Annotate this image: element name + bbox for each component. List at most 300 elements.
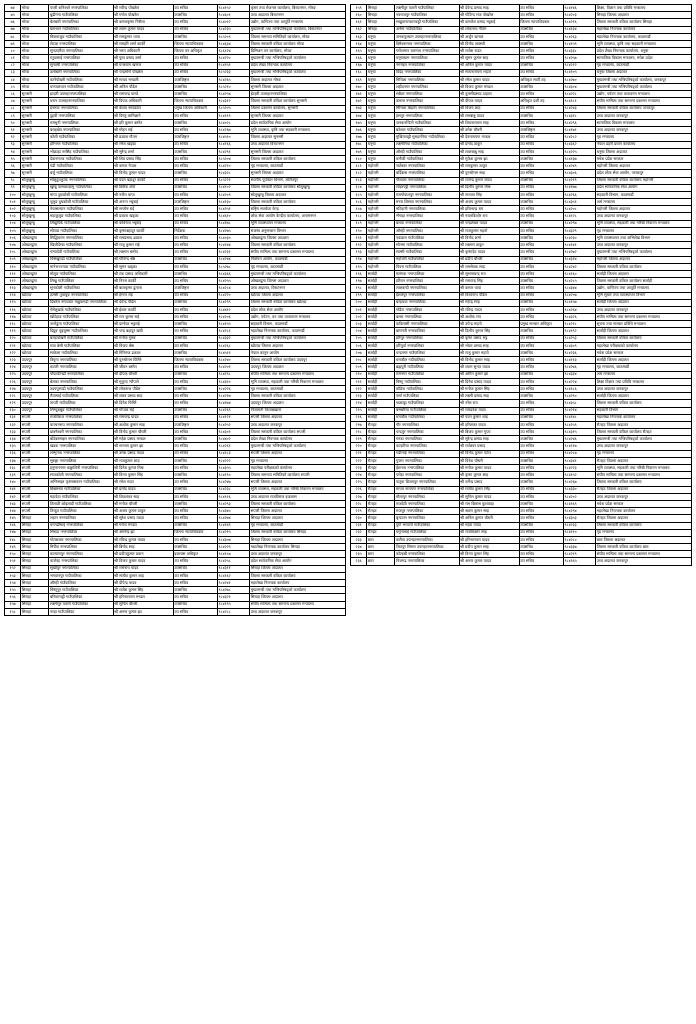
office-name: सप्तरी जिल्ला अदालत (250, 450, 346, 457)
designation: उप सचिव (519, 249, 563, 256)
local-level-name: बरियारपट्टी गाउँपालिका (49, 594, 113, 601)
serial-number: १९० (351, 227, 367, 234)
serial-number: १५१ (5, 558, 21, 565)
code-number: ९८४२३३ (563, 522, 595, 529)
code-number: ९८४२०१ (217, 364, 249, 371)
table-row (351, 421, 692, 428)
office-name: महोत्तरी जिल्ला अदालत (596, 256, 692, 263)
local-level-name: ताप्ली गाउँपालिका (49, 400, 113, 407)
office-name: राष्ट्रिय सतर्कता केन्द्र (250, 206, 346, 213)
district-name: ओखलढुंगा (21, 263, 49, 270)
code-number: ९८४३४४ (563, 285, 595, 292)
designation: उप सचिव (519, 443, 563, 450)
designation: उप सचिव (173, 493, 217, 500)
district-name: सुनसरी (21, 170, 49, 177)
office-name: जिल्ला सरकारी वकिल कार्यालय (250, 199, 346, 206)
table-row (5, 91, 346, 98)
code-number: ९८४२८५ (563, 278, 595, 285)
office-name: प्रदेश सार्वजनिक सेवा आयोग (596, 184, 692, 191)
officer-name: श्री विष्णु लामिछाने (113, 112, 173, 119)
designation: उपसचिव (173, 120, 217, 127)
office-name: सिराहा जिल्ला अदालत (250, 594, 346, 601)
district-name: ओखलढुंगा (21, 249, 49, 256)
officer-name: श्री पुरुषोत्तम घिमिरे (113, 357, 173, 364)
code-number: ९८४३१८ (563, 112, 595, 119)
officer-name: श्री विनोद कुमार पटेल (459, 450, 519, 457)
designation: उपसचिव (173, 472, 217, 479)
office-name: निर्वाचन आयोग, काठमाडौं (250, 256, 346, 263)
local-level-name: धनकौल गाउँपालिका (395, 414, 459, 421)
designation: जिल्ला न्यायाधिवक्ता (519, 19, 563, 26)
district-name: सिराहा (21, 572, 49, 579)
office-name: जिल्ला समन्वय समितिको कार्यालय, मोरङ (250, 33, 346, 40)
designation: उपसचिव (519, 544, 563, 551)
local-level-name: लिखु गाउँपालिका (49, 278, 113, 285)
officer-name: श्री गिरिराज ढकाल (113, 350, 173, 357)
serial-number: १७७ (351, 134, 367, 141)
district-name: सिराहा (21, 551, 49, 558)
local-level-name: गरुडा नगरपालिका (395, 436, 459, 443)
officer-name: श्री राजेश कुमार सिंह (113, 587, 173, 594)
table-row (5, 500, 346, 507)
designation: उप सचिव (519, 486, 563, 493)
designation: उप सचिव (519, 450, 563, 457)
serial-number: २२६ (351, 486, 367, 493)
code-number: ९८४२४७ (217, 479, 249, 486)
serial-number: २३६ (351, 558, 367, 565)
table-row (351, 220, 692, 227)
serial-number: २०१ (351, 306, 367, 313)
serial-number: १५९ (351, 5, 367, 12)
officer-name: श्री घनश्याम खनाल (113, 62, 173, 69)
office-name: जिल्ला सरकारी वकिल कार्यालय (596, 522, 692, 529)
serial-number: १११ (5, 270, 21, 277)
officer-name: श्री विनोद कुमार चौधरी (113, 429, 173, 436)
table-row (5, 572, 346, 579)
table-row (351, 48, 692, 55)
code-number: ९८४४०२ (217, 436, 249, 443)
office-name: ओखलढुंगा जिल्ला अदालत (250, 235, 346, 242)
designation: उपसचिव (173, 170, 217, 177)
code-number: ९८४३२१ (217, 594, 249, 601)
office-name: उच्च अदालत जनकपुर (596, 306, 692, 313)
district-name: धनुषा (367, 98, 395, 105)
officer-name: श्री भोला प्रसाद साह (459, 342, 519, 349)
local-level-name: कटहरिया नगरपालिका (395, 443, 459, 450)
serial-number: १४३ (5, 500, 21, 507)
office-name: सर्लाही जिल्ला अदालत (596, 357, 692, 364)
office-name: सर्लाही जिल्ला अदालत (596, 328, 692, 335)
officer-name: श्री रामकुमार थापा (113, 33, 173, 40)
designation: उप सचिव (173, 508, 217, 515)
office-name: जिल्ला सरकारी वकिल कार्यालय (596, 479, 692, 486)
designation: उप सचिव (519, 292, 563, 299)
office-name: भूमि सुधार तथा व्यवस्थापन विभाग (596, 292, 692, 299)
code-number: ९८४३०७ (217, 536, 249, 543)
officer-name: श्री प्रमोद यादव (113, 486, 173, 493)
code-number: ९८४१३७ (563, 155, 595, 162)
table-row (351, 321, 692, 328)
district-name: सोलुखुम्बु (21, 220, 49, 227)
district-name: खोटाङ (21, 335, 49, 342)
district-name: ओखलढुंगा (21, 270, 49, 277)
district-name: सप्तरी (21, 421, 49, 428)
serial-number: ११७ (5, 314, 21, 321)
office-name: प्रदेश लोक सेवा आयोग, जनकपुर (596, 170, 692, 177)
designation: उप सचिव (519, 508, 563, 515)
designation: उपसचिव (173, 385, 217, 392)
local-level-name: खिजीदेम्बा गाउँपालिका (49, 242, 113, 249)
office-name: संघीय मामिला तथा सामान्य प्रशासन मन्त्रालय (250, 249, 346, 256)
office-name: निजामती किताबखाना (250, 407, 346, 414)
office-name: जिल्ला सरकारी वकिल कार्यालय (596, 263, 692, 270)
designation: उप सचिव (519, 163, 563, 170)
code-number: ९८४२१९ (563, 177, 595, 184)
serial-number: १८१ (351, 163, 367, 170)
serial-number: ९८ (5, 177, 21, 184)
code-number: ९८४२५७ (563, 55, 595, 62)
district-name: सप्तरी (21, 479, 49, 486)
serial-number: ८४ (5, 76, 21, 83)
designation: उप सचिव (173, 213, 217, 220)
officer-name: श्री गणेश पोखरेल (113, 12, 173, 19)
officer-name: श्री सुभाषचन्द्र राय (459, 270, 519, 277)
office-name: रौतहट जिल्ला अदालत (596, 515, 692, 522)
serial-number: ७९ (5, 40, 21, 47)
table-row (5, 84, 346, 91)
code-number: ९८४२२० (217, 292, 249, 299)
serial-number: १२६ (5, 378, 21, 385)
designation: जिल्ला न्यायाधिवक्ता (173, 357, 217, 364)
office-name: प्रदेश लेखा नियन्त्रक कार्यालय (250, 62, 346, 69)
office-name: जिल्ला समन्वय समितिको कार्यालय सप्तरी (250, 472, 346, 479)
district-name: सर्लाही (367, 306, 395, 313)
serial-number: १३० (5, 407, 21, 414)
district-name: सप्तरी (21, 457, 49, 464)
table-row (5, 342, 346, 349)
serial-number: १७९ (351, 148, 367, 155)
office-name: भूमि व्यवस्था, सहकारी तथा गरिबी निवारण मन्त्रालय (250, 378, 346, 385)
code-number: ९८४२९६ (563, 120, 595, 127)
local-level-name: अर्नमा गाउँपालिका (395, 26, 459, 33)
officer-name: श्री माधव भण्डारी (113, 76, 173, 83)
office-name: उच्च अदालत जनकपुर (250, 608, 346, 615)
serial-number: ८२ (5, 62, 21, 69)
district-name: महोत्तरी (367, 184, 395, 191)
designation: उपसचिव (173, 299, 217, 306)
district-name: सिराहा (21, 536, 49, 543)
district-name: धनुषा (367, 84, 395, 91)
serial-number: ८१ (5, 55, 21, 62)
code-number: ९८४२८१ (217, 328, 249, 335)
office-name: महालेखा परीक्षकको कार्यालय (596, 342, 692, 349)
code-number: ९८४२८० (563, 536, 595, 543)
office-name: उद्योग, वाणिज्य तथा आपूर्ति मन्त्रालय (596, 285, 692, 292)
serial-number: ८० (5, 48, 21, 55)
code-number: ९८४२८८ (217, 608, 249, 615)
office-name: गृह मन्त्रालय, काठमाडौं (250, 263, 346, 270)
table-row (351, 544, 692, 551)
local-level-name: उदयपुरगढी गाउँपालिका (49, 385, 113, 392)
table-row (5, 558, 346, 565)
designation: उप सचिव (519, 33, 563, 40)
district-name: खोटाङ (21, 292, 49, 299)
table-row (5, 163, 346, 170)
code-number: ९८४१६९ (563, 500, 595, 507)
table-row (351, 12, 692, 19)
serial-number: २०४ (351, 328, 367, 335)
table-row (351, 522, 692, 529)
serial-number: २२८ (351, 500, 367, 507)
serial-number: ८७ (5, 98, 21, 105)
local-level-name: रामगोपालपुर नगरपालिका (395, 191, 459, 198)
designation: उप सचिव (519, 242, 563, 249)
table-row (351, 328, 692, 335)
serial-number: १३८ (5, 465, 21, 472)
district-name: सर्लाही (367, 292, 395, 299)
district-name: रौतहट (367, 472, 395, 479)
table-row (5, 155, 346, 162)
district-name: खोटाङ (21, 328, 49, 335)
office-name: जिल्ला सरकारी वकिल कार्यालय उदयपुर (250, 357, 346, 364)
table-row (5, 292, 346, 299)
table-row (351, 112, 692, 119)
local-level-name: धनपालथान गाउँपालिका (49, 84, 113, 91)
local-level-name: मौलापुर नगरपालिका (395, 493, 459, 500)
designation: उपसचिव (173, 565, 217, 572)
designation: उपसचिव (519, 62, 563, 69)
designation: उपरजिष्ट्रार (519, 127, 563, 134)
designation: उपसचिव (519, 155, 563, 162)
table-row (351, 350, 692, 357)
code-number: ९८४३१५ (563, 429, 595, 436)
local-level-name: गौशाला नगरपालिका (395, 177, 459, 184)
officer-name: श्री भरत अधिकारी (113, 48, 173, 55)
table-row (351, 163, 692, 170)
office-name: शिक्षा विज्ञान तथा प्रविधि मन्त्रालय (596, 378, 692, 385)
code-number: ९८४२७५ (217, 227, 249, 234)
serial-number: २०० (351, 299, 367, 306)
local-level-name: भँगाहा नगरपालिका (395, 213, 459, 220)
office-name: उच्च अदालत जनकपुर (596, 385, 692, 392)
code-number: ९८४२०३ (563, 12, 595, 19)
code-number: ९८४११७ (563, 443, 595, 450)
officer-name: श्री लोकनाथ गौतम (459, 26, 519, 33)
local-level-name: रतुवामाई नगरपालिका (49, 55, 113, 62)
code-number: ९८४२६३ (563, 33, 595, 40)
serial-number: १६२ (351, 26, 367, 33)
table-row (351, 551, 692, 558)
office-name: महालेखा नियन्त्रक कार्यालय (596, 26, 692, 33)
district-name: सोलुखुम्बु (21, 177, 49, 184)
table-row (351, 400, 692, 407)
local-level-name: मिथिला नगरपालिका (395, 76, 459, 83)
code-number: ९८४२२३ (563, 465, 595, 472)
officer-name: श्री विनय कुमार सिंह (113, 472, 173, 479)
district-name: सोलुखुम्बु (21, 191, 49, 198)
district-name: मोरङ (21, 5, 49, 12)
local-level-name: सुन्दरहरैंचा नगरपालिका (49, 48, 113, 55)
district-name: ओखलढुंगा (21, 285, 49, 292)
officer-name: श्री राजु कुमार राई (113, 242, 173, 249)
officer-name: श्री हरिनारायण मण्डल (113, 594, 173, 601)
office-name: जिल्ला सरकारी वकिल कार्यालय (250, 500, 346, 507)
local-level-name: बृन्दावन नगरपालिका (395, 515, 459, 522)
office-name: सप्तरी जिल्ला अदालत (250, 479, 346, 486)
local-level-name: सबैला नगरपालिका (395, 91, 459, 98)
code-number: ९८४३०९ (563, 342, 595, 349)
table-row (351, 5, 692, 12)
district-name: सुनसरी (21, 127, 49, 134)
district-name: मोरङ (21, 55, 49, 62)
office-name: उच्च अदालत, विराटनगर (250, 285, 346, 292)
officer-name: श्री टंक प्रसाद अधिकारी (113, 270, 173, 277)
code-number: ९८४१०५ (563, 69, 595, 76)
officer-name: श्री अर्जुन खनाल (459, 33, 519, 40)
district-name: रौतहट (367, 479, 395, 486)
officer-name: श्री महेन्द्र साह (459, 299, 519, 306)
serial-number: १०८ (5, 249, 21, 256)
local-level-name: चन्द्रनगर गाउँपालिका (395, 350, 459, 357)
code-number: ९८४२८४ (217, 285, 249, 292)
local-level-name: एकडारा गाउँपालिका (395, 235, 459, 242)
office-name: उच्च अदालत जनकपुर (596, 127, 692, 134)
officer-name: श्री दामोदर भट्टराई (113, 321, 173, 328)
officer-name: श्री पदम बहादुर कार्की (113, 177, 173, 184)
serial-number: १५३ (5, 572, 21, 579)
designation: उपसचिव (173, 371, 217, 378)
code-number: ९८४२५१ (217, 206, 249, 213)
office-name: कृष्ण तथा रोजगार कार्यालय, बिराटनगर, मोरङ (250, 5, 346, 12)
serial-number: १३९ (5, 472, 21, 479)
local-level-name: डाक्नेश्वरी नगरपालिका (49, 429, 113, 436)
officer-name: श्री सुमन कुमार साह (459, 55, 519, 62)
local-level-name: महादेवा गाउँपालिका (49, 493, 113, 500)
office-name: गृह मन्त्रालय, काठमाडौं (250, 163, 346, 170)
local-level-name: माधव नारायण नगरपालिका (395, 486, 459, 493)
code-number: ९८४२४१ (217, 580, 249, 587)
local-level-name: लहान नगरपालिका (49, 515, 113, 522)
officer-name: श्री शिव प्रसाद सिंह (113, 155, 173, 162)
code-number: ९८४०२८ (217, 120, 249, 127)
serial-number: ९४ (5, 148, 21, 155)
designation: उप सचिव (173, 450, 217, 457)
serial-number: ७८ (5, 33, 21, 40)
code-number: ९८४२७२ (563, 249, 595, 256)
district-name: सप्तरी (21, 493, 49, 500)
officer-name: श्री विश्वनाथ पौडेल (459, 292, 519, 299)
office-name: धनुषा जिल्ला अदालत (596, 69, 692, 76)
local-level-name: विष्णु गाउँपालिका (395, 378, 459, 385)
district-name: सिराहा (367, 5, 395, 12)
designation: उपसचिव (173, 33, 217, 40)
local-level-name: विदेह नगरपालिका (395, 69, 459, 76)
office-name: भूमि व्यवस्था, सहकारी तथा गरिबी निवारण मन्त्रालय (596, 220, 692, 227)
officer-name: श्री राजीव कुमार सिंह (459, 486, 519, 493)
district-name: महोत्तरी (367, 227, 395, 234)
serial-number: ९२ (5, 134, 21, 141)
code-number: ९८४२६७ (563, 479, 595, 486)
table-row (351, 177, 692, 184)
code-number: ९८४३११ (217, 565, 249, 572)
designation: उप सचिव (519, 400, 563, 407)
office-name: सहकारी विभाग, काठमाडौं (250, 321, 346, 328)
table-row (351, 342, 692, 349)
local-level-name: बागमती नगरपालिका (395, 328, 459, 335)
local-level-name: सिराहा नगरपालिका (49, 529, 113, 536)
designation: उपसचिव (519, 278, 563, 285)
code-number: ९८४३५८ (563, 400, 595, 407)
officer-name: श्री राम बिलास कुशवाहा (459, 500, 519, 507)
district-name: सुनसरी (21, 120, 49, 127)
office-name: संघीय मामिला तथा सामान्य प्रशासन मन्त्रालय (596, 551, 692, 558)
office-name: मुख्यमन्त्री तथा मन्त्रिपरिषद्को कार्यालय (596, 249, 692, 256)
officer-name: श्री मनोज कुमार सिंह (459, 385, 519, 392)
serial-number: १९७ (351, 278, 367, 285)
local-level-name: कमला नगरपालिका (395, 98, 459, 105)
office-name: जिल्ला सरकारी वकिल कार्यालय सोलुखुम्बु (250, 184, 346, 191)
serial-number: १७२ (351, 98, 367, 105)
local-level-name: साम्सी गाउँपालिका (395, 249, 459, 256)
serial-number: १२३ (5, 357, 21, 364)
district-name: रौतहट (367, 429, 395, 436)
district-name: सर्लाही (367, 285, 395, 292)
code-number: ९८४२४० (217, 357, 249, 364)
code-number: ९८४१८१ (563, 98, 595, 105)
designation: उप सचिव (173, 608, 217, 615)
officer-name: श्री देवनारायण मण्डल (459, 134, 519, 141)
code-number: ९८४१२८ (563, 213, 595, 220)
table-row (5, 184, 346, 191)
table-row (351, 120, 692, 127)
district-name: खोटाङ (21, 321, 49, 328)
serial-number: १६४ (351, 40, 367, 47)
district-name: रौतहट (367, 457, 395, 464)
table-row (5, 508, 346, 515)
office-name: संघीय मामिला तथा सामान्य प्रशासन मन्त्रालय (250, 601, 346, 608)
designation: उप सचिव (519, 134, 563, 141)
serial-number: १२८ (5, 393, 21, 400)
office-name: मुख्यमन्त्री तथा मन्त्रिपरिषद्को कार्यालय (250, 335, 346, 342)
table-row (351, 529, 692, 536)
designation: उप सचिव (519, 55, 563, 62)
table-row (5, 551, 346, 558)
table-row (351, 213, 692, 220)
office-name: जिल्ला सरकारी वकिल कार्यालय सिराहा (250, 529, 346, 536)
office-name: अर्थ मन्त्रालय (596, 199, 692, 206)
code-number: ९८४१४९ (217, 522, 249, 529)
office-name: गृह मन्त्रालय (596, 134, 692, 141)
table-row (351, 184, 692, 191)
code-number: ९८४३३० (563, 486, 595, 493)
officer-name: श्री विनय कुमार सिंह (459, 551, 519, 558)
table-row (5, 105, 346, 112)
serial-number: १०१ (5, 199, 21, 206)
code-number: ९८४१६५ (563, 558, 595, 565)
code-number: ९८४०३० (217, 235, 249, 242)
serial-number: १६३ (351, 33, 367, 40)
local-level-name: औरही नगरपालिका (395, 227, 459, 234)
table-row (351, 378, 692, 385)
serial-number: १२० (5, 335, 21, 342)
district-name: सप्तरी (21, 508, 49, 515)
serial-number: २३१ (351, 522, 367, 529)
district-name: सुनसरी (21, 105, 49, 112)
local-level-name: बराहक्षेत्र नगरपालिका (49, 127, 113, 134)
district-name: धनुषा (367, 91, 395, 98)
local-level-name: रामनगर गाउँपालिका (395, 371, 459, 378)
officer-name: श्री सत्यनारायण महतो (459, 69, 519, 76)
